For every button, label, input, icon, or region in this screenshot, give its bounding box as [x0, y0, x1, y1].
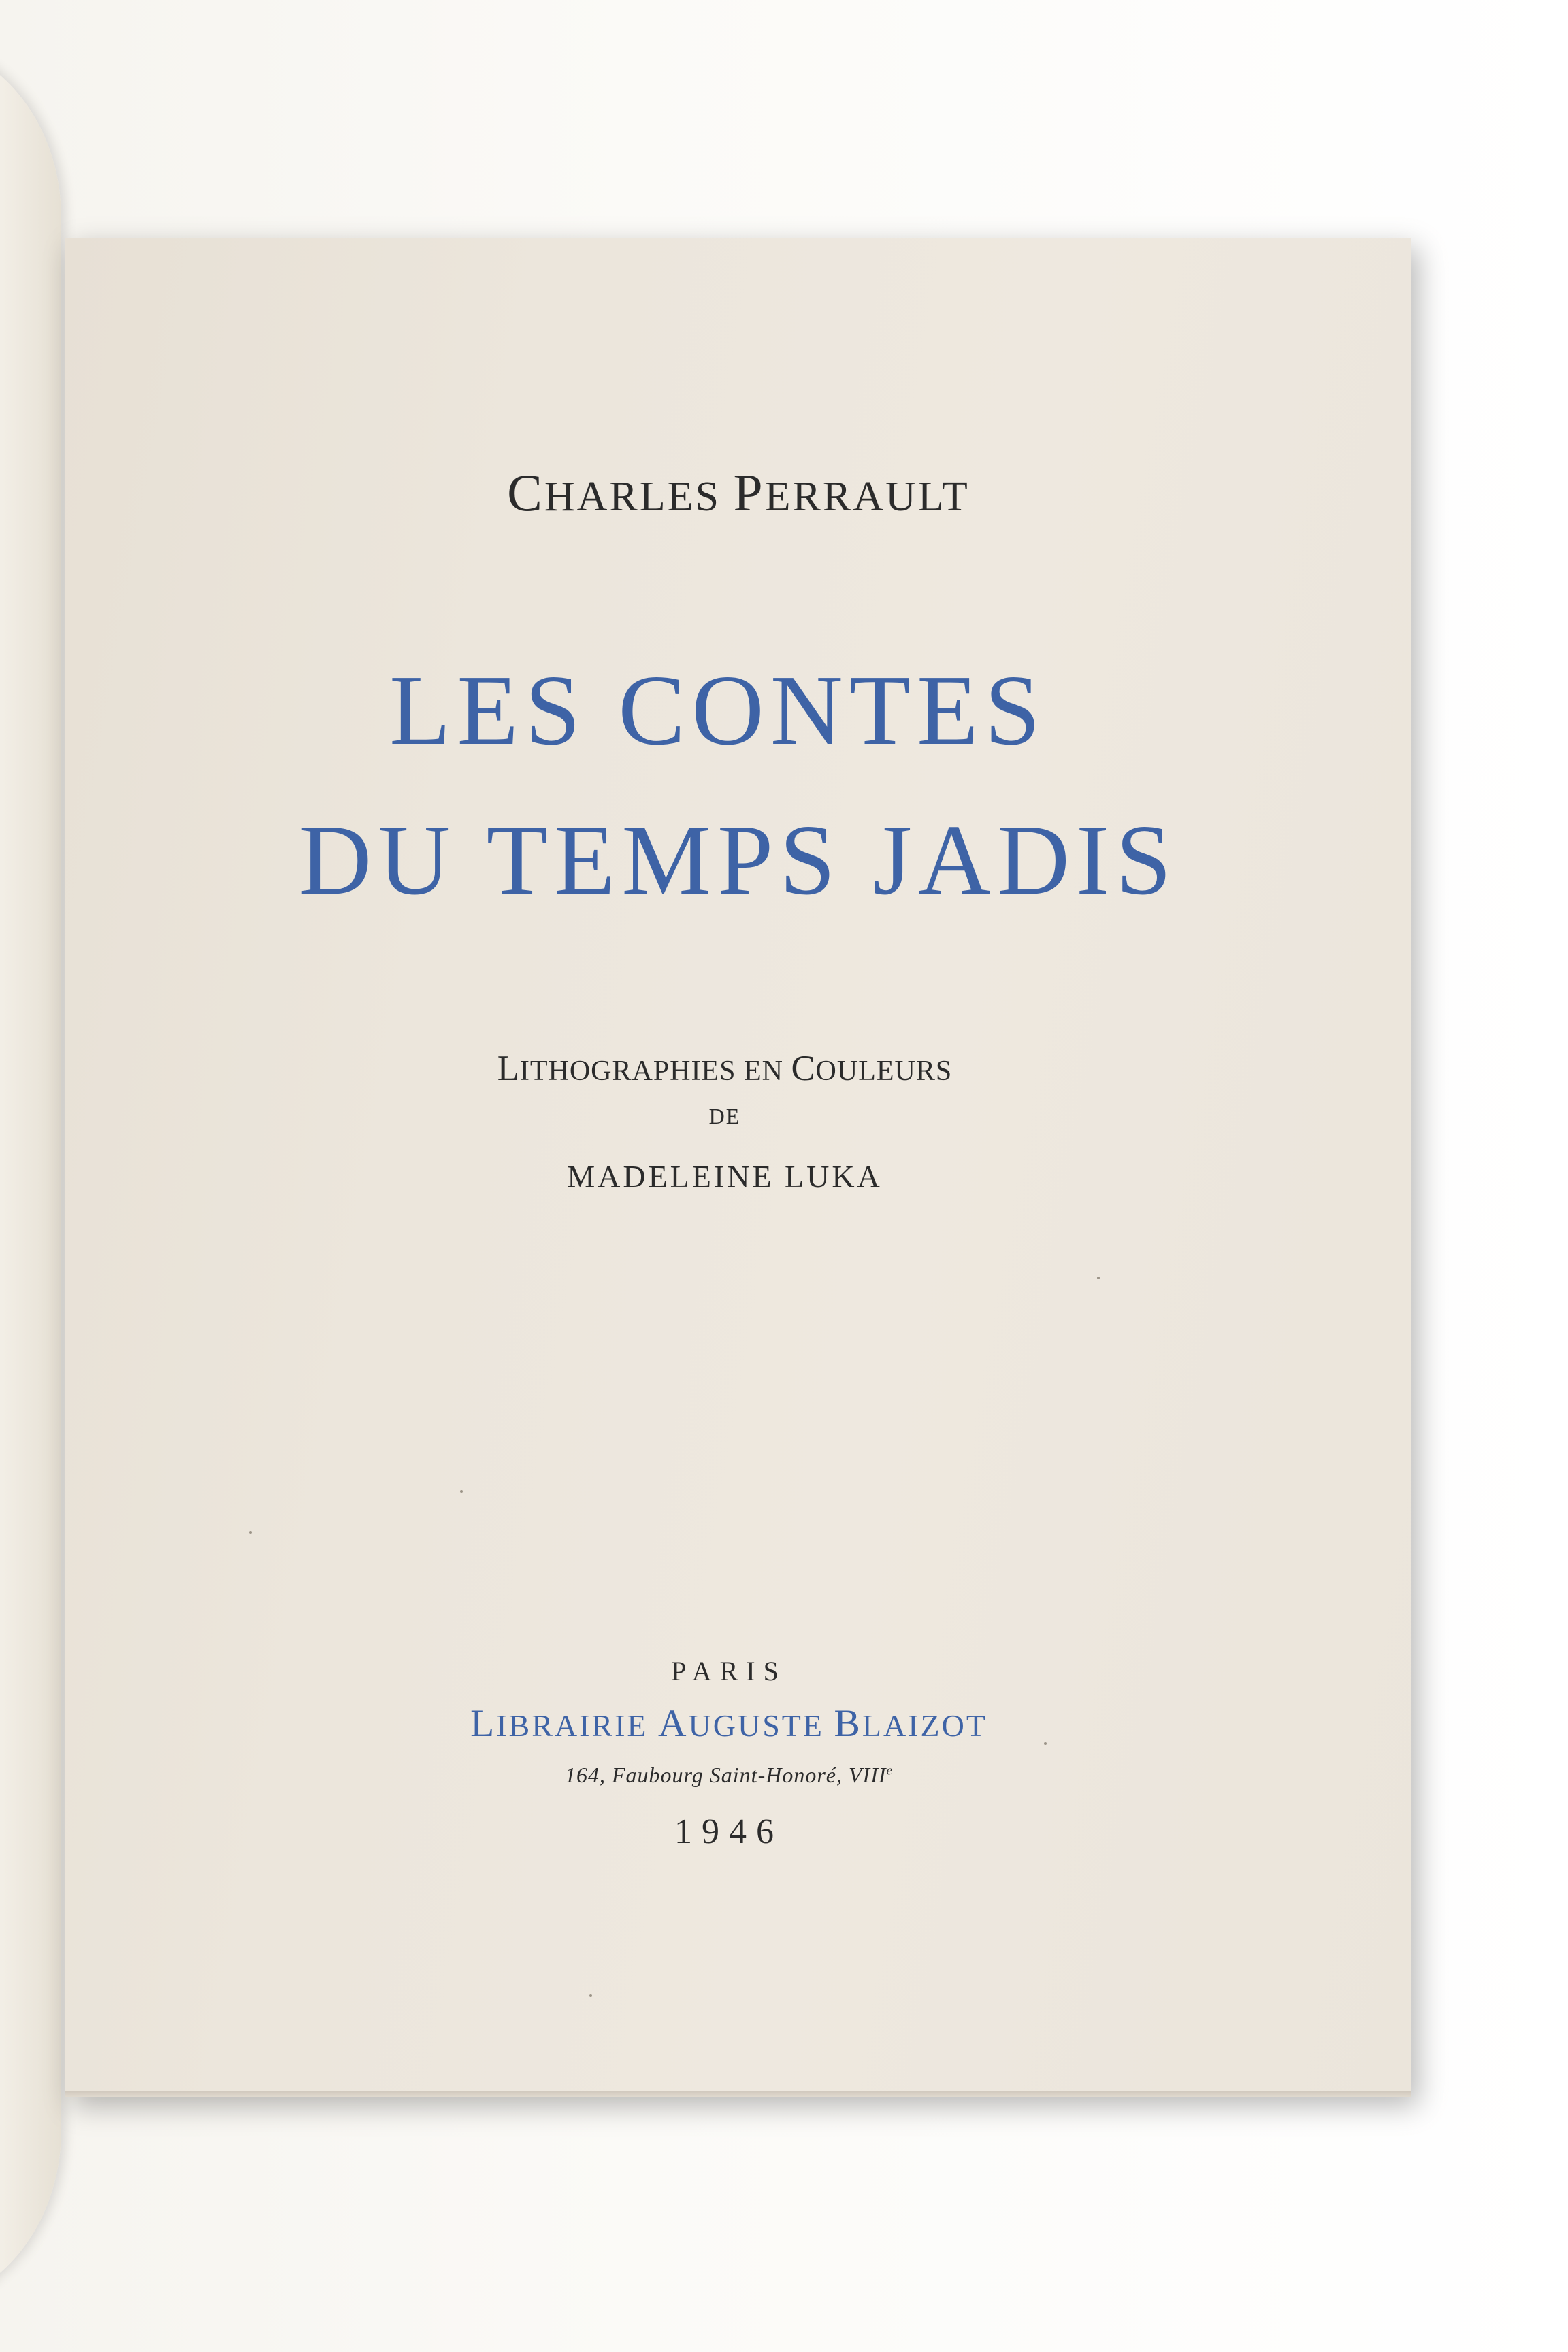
illustrator-name: MADELEINE LUKA	[567, 1159, 883, 1194]
publisher-name: LIBRAIRIE AUGUSTE BLAIZOT	[470, 1702, 987, 1745]
preposition-de: DE	[708, 1104, 741, 1128]
title-page	[65, 238, 1411, 2096]
paper-speck	[589, 1994, 592, 1997]
paper-speck	[460, 1490, 463, 1493]
paper-speck	[1097, 1277, 1100, 1279]
page-bottom-edge	[65, 2091, 1411, 2097]
paper-speck	[249, 1531, 252, 1534]
author-name: CHARLES PERRAULT	[507, 463, 970, 522]
subtitle: LITHOGRAPHIES EN COULEURS	[497, 1049, 953, 1088]
publisher-address: 164, Faubourg Saint-Honoré, VIIIe	[564, 1763, 894, 1787]
imprint-city: PARIS	[671, 1656, 787, 1686]
book-title-line-1: LES CONTES	[389, 655, 1047, 766]
paper-speck	[1044, 1742, 1047, 1745]
book-title-line-2: DU TEMPS JADIS	[299, 804, 1178, 916]
publication-year: 1946	[674, 1812, 783, 1851]
